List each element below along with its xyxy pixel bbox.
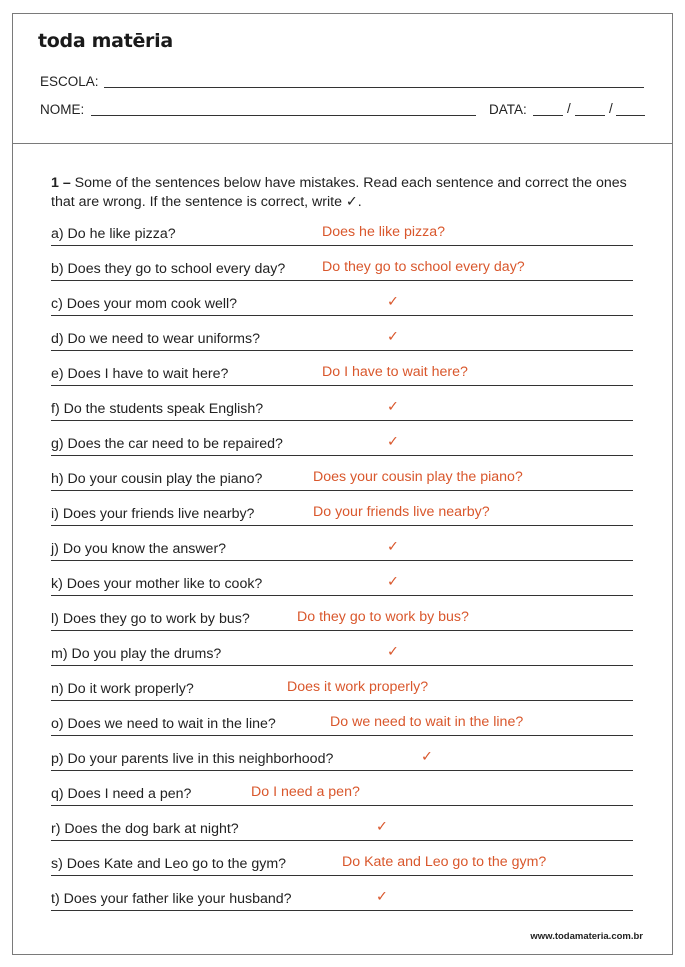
answer-text: Does he like pizza?	[322, 224, 446, 240]
exercise-item	[51, 611, 633, 635]
checkmark-icon: ✓	[387, 574, 399, 590]
date-label: DATA:	[489, 102, 527, 117]
answer-text: Do I have to wait here?	[322, 364, 468, 380]
answer-line[interactable]	[51, 350, 633, 351]
question-text: a) Do he like pizza?	[51, 226, 176, 242]
checkmark-icon: ✓	[387, 434, 399, 450]
question-text: e) Does I have to wait here?	[51, 366, 229, 382]
question-text: b) Does they go to school every day?	[51, 261, 286, 277]
answer-line[interactable]	[51, 700, 633, 701]
exercise-item	[51, 296, 633, 320]
answer-line[interactable]	[51, 665, 633, 666]
checkmark-icon: ✓	[421, 749, 433, 765]
checkmark-icon: ✓	[387, 399, 399, 415]
footer-url: www.todamateria.com.br	[530, 931, 643, 942]
date-separator: /	[609, 101, 613, 116]
checkmark-icon: ✓	[387, 539, 399, 555]
exercise-instruction	[51, 174, 641, 212]
question-text: p) Do your parents live in this neighborhood?	[51, 751, 334, 767]
exercise-item	[51, 226, 633, 250]
exercise-item	[51, 471, 633, 495]
exercise-item	[51, 786, 633, 810]
question-text: l) Does they go to work by bus?	[51, 611, 250, 627]
question-text: k) Does your mother like to cook?	[51, 576, 263, 592]
question-text: t) Does your father like your husband?	[51, 891, 292, 907]
exercise-item	[51, 891, 633, 915]
question-text: s) Does Kate and Leo go to the gym?	[51, 856, 287, 872]
instruction-text: Some of the sentences below have mistakes. Read each sentence and correct the ones that are wrong. If the sentence is correct, write ✓.	[51, 175, 627, 210]
question-text: g) Does the car need to be repaired?	[51, 436, 283, 452]
date-year-field[interactable]	[616, 115, 645, 116]
name-field[interactable]	[91, 115, 476, 116]
answer-text: Does your cousin play the piano?	[313, 469, 523, 485]
question-text: h) Do your cousin play the piano?	[51, 471, 263, 487]
answer-line[interactable]	[51, 770, 633, 771]
answer-text: Do Kate and Leo go to the gym?	[342, 854, 547, 870]
question-text: o) Does we need to wait in the line?	[51, 716, 276, 732]
question-text: c) Does your mom cook well?	[51, 296, 238, 312]
date-separator: /	[567, 101, 571, 116]
exercise-number: 1 –	[51, 175, 71, 191]
answer-text: Do they go to work by bus?	[297, 609, 469, 625]
checkmark-icon: ✓	[387, 644, 399, 660]
logo: toda matēria	[38, 30, 173, 52]
exercise-item	[51, 401, 633, 425]
exercise-item	[51, 506, 633, 530]
answer-line[interactable]	[51, 525, 633, 526]
answer-line[interactable]	[51, 630, 633, 631]
question-text: i) Does your friends live nearby?	[51, 506, 255, 522]
answer-line[interactable]	[51, 735, 633, 736]
question-text: m) Do you play the drums?	[51, 646, 222, 662]
answer-line[interactable]	[51, 910, 633, 911]
answer-text: Do we need to wait in the line?	[330, 714, 524, 730]
answer-line[interactable]	[51, 805, 633, 806]
exercise-item	[51, 646, 633, 670]
exercise-item	[51, 366, 633, 390]
question-text: n) Do it work properly?	[51, 681, 194, 697]
answer-line[interactable]	[51, 315, 633, 316]
exercise-item	[51, 751, 633, 775]
answer-line[interactable]	[51, 455, 633, 456]
question-text: j) Do you know the answer?	[51, 541, 227, 557]
exercise-item	[51, 261, 633, 285]
question-text: q) Does I need a pen?	[51, 786, 192, 802]
answer-line[interactable]	[51, 560, 633, 561]
exercise-item	[51, 681, 633, 705]
answer-text: Do your friends live nearby?	[313, 504, 490, 520]
checkmark-icon: ✓	[387, 329, 399, 345]
school-field[interactable]	[104, 87, 644, 88]
answer-line[interactable]	[51, 420, 633, 421]
answer-line[interactable]	[51, 490, 633, 491]
answer-line[interactable]	[51, 595, 633, 596]
exercise-item	[51, 331, 633, 355]
answer-line[interactable]	[51, 245, 633, 246]
exercise-item	[51, 541, 633, 565]
checkmark-icon: ✓	[387, 294, 399, 310]
name-label: NOME:	[40, 102, 85, 117]
question-text: d) Do we need to wear uniforms?	[51, 331, 260, 347]
exercise-item	[51, 856, 633, 880]
answer-text: Does it work properly?	[287, 679, 429, 695]
answer-line[interactable]	[51, 280, 633, 281]
exercise-item	[51, 576, 633, 600]
answer-line[interactable]	[51, 875, 633, 876]
answer-text: Do I need a pen?	[251, 784, 360, 800]
date-day-field[interactable]	[533, 115, 563, 116]
answer-line[interactable]	[51, 840, 633, 841]
exercise-item	[51, 821, 633, 845]
answer-text: Do they go to school every day?	[322, 259, 525, 275]
date-month-field[interactable]	[575, 115, 605, 116]
school-label: ESCOLA:	[40, 74, 99, 89]
exercise-item	[51, 436, 633, 460]
header-divider	[12, 143, 673, 144]
question-text: f) Do the students speak English?	[51, 401, 264, 417]
checkmark-icon: ✓	[376, 889, 388, 905]
question-text: r) Does the dog bark at night?	[51, 821, 239, 837]
checkmark-icon: ✓	[376, 819, 388, 835]
answer-line[interactable]	[51, 385, 633, 386]
exercise-item	[51, 716, 633, 740]
